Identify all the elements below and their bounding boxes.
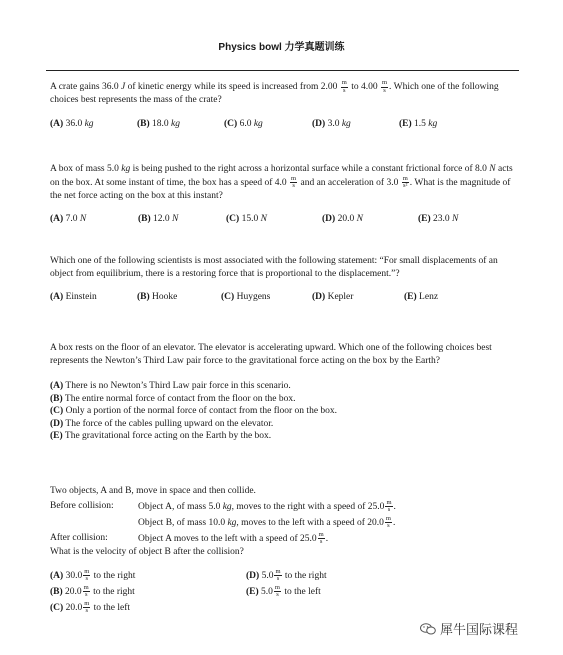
after-collision-row [50, 532, 520, 546]
option-b[interactable]: (B) 12.0 N [138, 214, 179, 224]
question-4 [50, 342, 520, 443]
option-a[interactable]: (A) There is no Newton’s Third Law pair force in this scenario. [50, 381, 291, 391]
unit-joule: J [120, 82, 126, 93]
question-5-options [50, 568, 520, 616]
option-c[interactable]: (C) Only a portion of the normal force of contact from the floor on the box. [50, 406, 338, 417]
q2-stem-part: . What is the magnitude of the net force acting on the box at this instant? [50, 177, 511, 201]
options-right-column [246, 568, 442, 616]
unit-m-per-s: $\frac{m}{s}$ [341, 79, 347, 94]
question-1 [50, 80, 520, 130]
option-e[interactable]: (E) 1.5 kg [399, 118, 438, 129]
header-divider [46, 70, 519, 71]
option-b[interactable]: (B) 18.0 kg [137, 118, 181, 129]
option-d[interactable]: (D) 3.0 kg [312, 118, 351, 129]
question-2 [50, 163, 520, 226]
option-e[interactable]: (E) The gravitational force acting on the Earth by the box. [50, 431, 272, 442]
q1-stem-part: A crate gains 36.0 [50, 82, 121, 93]
object-b-before: Object B, of mass 10.0 kg, moves to the left with a speed of 20.0 $\frac{m}{s}$ . [138, 514, 396, 529]
option-c[interactable]: (C) Huygens [221, 292, 271, 302]
before-collision-label: Before collision: [50, 500, 114, 511]
question-1-stem [50, 80, 520, 107]
watermark [420, 619, 518, 638]
after-collision-label: After collision: [50, 532, 108, 543]
options-left-column [50, 568, 246, 616]
watermark-text: 犀牛国际课程 [440, 623, 519, 638]
option-c[interactable]: (C) 15.0 N [226, 214, 267, 224]
option-b[interactable]: (B) 20.0 $\frac{m}{s}$ to the right [50, 583, 135, 599]
option-d[interactable]: (D) The force of the cables pulling upward on the elevator. [50, 418, 274, 429]
option-b[interactable]: (B) Hooke [137, 292, 178, 302]
option-a[interactable]: (A) Einstein [50, 292, 97, 302]
wechat-icon [420, 623, 436, 635]
question-3-stem: Which one of the following scientists is most associated with the following statement: “For small displacements of an object from equilibrium, there is a restoring force that is proportional to the displacement.”? [50, 256, 498, 279]
object-a-before: Object A, of mass 5.0 kg, moves to the right with a speed of 25.0 $\frac{m}{s}$ . [138, 498, 396, 513]
q2-stem-part: A box of mass 5.0 [50, 164, 122, 174]
option-d[interactable]: (D) 20.0 N [322, 214, 363, 224]
option-b[interactable]: (B) The entire normal force of contact from the floor on the box. [50, 393, 296, 404]
question-4-stem: A box rests on the floor of an elevator. The elevator is accelerating upward. Which one of the following choices best represents the Newton’s Third Law pair force to the gravitational force acting on the box by the Earth? [50, 343, 492, 366]
q2-stem-part: acts on the box. At some instant of time, the box has a speed of 4.0 [50, 164, 513, 188]
row-indent [50, 516, 138, 530]
option-e[interactable]: (E) 23.0 N [418, 214, 459, 224]
q1-stem-part: of kinetic energy while its speed is increased from 2.00 [125, 82, 338, 93]
option-e[interactable]: (E) Lenz [404, 292, 439, 302]
q2-stem-part: is being pushed to the right across a horizontal surface while a constant frictional force of 8.0 [130, 164, 490, 174]
q1-stem-part: to 4.00 [348, 82, 378, 93]
q2-stem-part: and an acceleration of 3.0 [298, 177, 399, 188]
question-3-options [50, 291, 520, 304]
page-title: Physics bowl 力学真题训练 [218, 42, 345, 53]
unit-m-per-s2: $\frac{m}{\text{s²}}$ [402, 174, 408, 189]
q1-stem-part: . Which one of the following choices best represents the mass of the crate? [50, 82, 499, 105]
question-3 [50, 255, 520, 304]
question-2-stem: A box of mass 5.0 kg is being pushed to the right across a horizontal surface while a constant frictional force of 8.0 N acts on the box. At some instant of time, the box has a speed of 4.0 $\frac{m}{s}$ and an acceleration of 3.0 $\frac{m}{\text{s²}}$ . What is the magnitude of the net force acting on the box at this instant? [50, 164, 513, 201]
option-e[interactable]: (E) 5.0 $\frac{m}{s}$ to the left [246, 583, 321, 599]
object-a-after: Object A moves to the left with a speed of 25.0 $\frac{m}{s}$ . [138, 530, 329, 545]
question-5-intro: Two objects, A and B, move in space and then collide. [50, 486, 256, 496]
option-a[interactable]: (A) 30.0 $\frac{m}{s}$ to the right [50, 567, 136, 583]
before-collision-row-a [50, 500, 520, 514]
question-4-options [50, 380, 520, 443]
question-1-options [50, 118, 520, 131]
option-c[interactable]: (C) 20.0 $\frac{m}{s}$ to the left [50, 599, 131, 615]
unit-m-per-s: $\frac{m}{s}$ [291, 174, 297, 189]
option-a[interactable]: (A) 7.0 N [50, 214, 87, 224]
question-5-question: What is the velocity of object B after the collision? [50, 546, 244, 557]
before-collision-row-b [50, 516, 520, 530]
option-c[interactable]: (C) 6.0 kg [224, 118, 263, 129]
option-d[interactable]: (D) Kepler [312, 292, 354, 302]
question-5 [50, 485, 520, 616]
unit-m-per-s: $\frac{m}{s}$ [381, 79, 388, 94]
option-a[interactable]: (A) 36.0 kg [50, 118, 94, 129]
option-d[interactable]: (D) 5.0 $\frac{m}{s}$ to the right [246, 567, 327, 583]
question-2-options [50, 213, 520, 226]
